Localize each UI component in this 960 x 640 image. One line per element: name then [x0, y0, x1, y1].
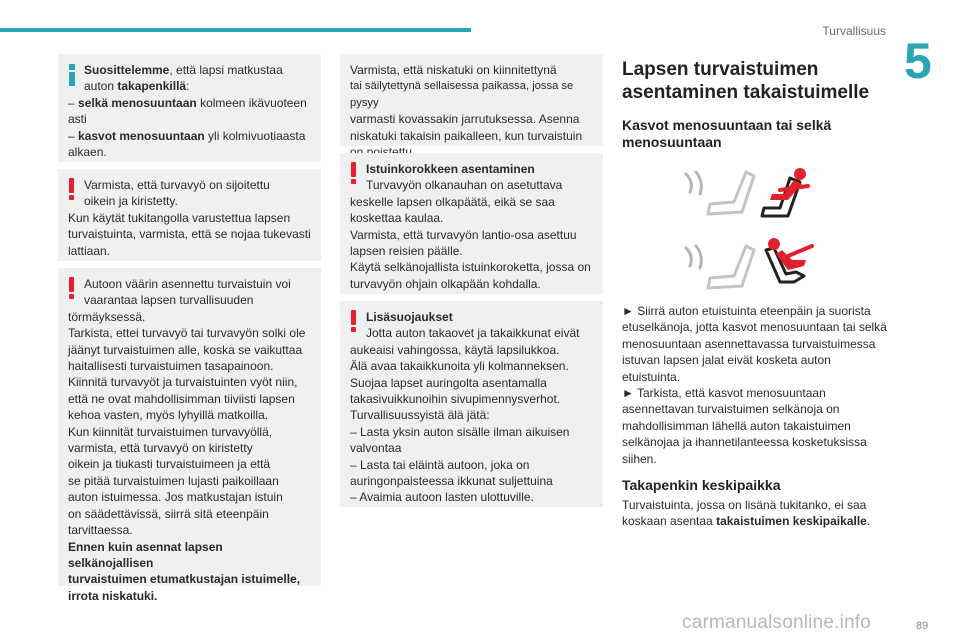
headrest-box: Varmista, että niskatuki on kiinnitettynä tai säilytettynä sellaisessa paikassa, jossa se pysyy varmasti kovassakin jarrutuksessa. Asenna niskatuki takaisin paikalleen, kun turvaistuin: [340, 54, 603, 146]
page-number: 89: [916, 620, 929, 632]
warning-box-installation: Autoon väärin asennettu turvaistuin voi vaarantaa lapsen turvallisuuden törmäyksessä. Tarkista, ettei turvavyö tai turvavyön solki ole jäänyt turvaistuimen alle, koska se vaikuttaa haitallisesti turvaistuimen tasapainoon. Kiinnitä turvavyöt ja turvaistuinten vyöt niin, että ne ovat mahdollisimman tiiviisti lapsen kehoa vasten, myös lyhyillä matkoilla. Kun kiinnität turvaistuimen turvavyöllä, varmista, että turvavyö on kiristetty oikein ja tiukasti turvaistuimeen ja että se pitää turvaistuimen lujasti paikoillaan auton istuimessa. Jos matkustajan istuin on säädettävissä, siirrä sitä eteenpäin tarvittaessa. Ennen kuin asennat lapsen selkänojallisen turvaistuimen etumatkustajan istuimelle, irrota niskatuki.: [58, 268, 321, 586]
warning-box-booster: Istuinkorokkeen asentaminen Turvavyön olkanauhan on asetuttava keskelle lapsen olkapäätä, eikä se saa koskettaa kaulaa. Varmista, että turvavyön lantio-osa asettuu lapsen reisien päälle. Käytä selkänojallista istuinkoroketta, jossa on turvavyön ohjain olkapään kohdalla.: [340, 153, 603, 294]
warning-icon: [66, 178, 78, 200]
warning-box-seatbelt: Varmista, että turvavyö on sijoitettu oikein ja kiristetty. Kun käytät tukitangolla varustettua lapsen turvaistuinta, varmista, että se nojaa tukevasti lattiaan.: [58, 169, 321, 261]
warning-icon: [66, 277, 78, 299]
center-seat-paragraph: Turvaistuinta, jossa on lisänä tukitanko, ei saa koskaan asentaa takaistuimen keskipaikalle.: [622, 498, 871, 529]
section-title: Turvallisuus: [822, 24, 886, 38]
chapter-number: 5: [904, 33, 932, 89]
rear-facing-seat-illustration: [676, 236, 836, 300]
forward-facing-seat-illustration: [676, 164, 836, 224]
info-icon: [69, 64, 75, 86]
info-box-recommendation: Suosittelemme, että lapsi matkustaa auton takapenkillä: – selkä menosuuntaan kolmeen ikävuoteen asti – kasvot menosuuntaan yli kolmivuotiaasta alkaen.: [58, 54, 321, 162]
warning-box-additional: Lisäsuojaukset Jotta auton takaovet ja takaikkunat eivät aukeaisi vahingossa, käytä lapsilukkoa. Älä avaa takaikkunoita yli kolmanneksen. Suojaa lapset auringolta asentamalla takasivuikkunoihin sivupimennysverhot. Turvallisuussyistä älä jätä: – Lasta yksin auton sisälle ilman aikuisen valvontaa – Lasta tai eläintä autoon, joka on auringonpaisteessa ikkunat suljettuina – Avaimia autoon lasten ulottuville.: [340, 301, 603, 507]
warning-icon: [348, 162, 360, 184]
subheading-center-seat: Takapenkin keskipaikka: [622, 477, 781, 493]
subheading-orientation: Kasvot menosuuntaan tai selkä menosuuntaan: [622, 117, 832, 150]
instructions-paragraph: ► Siirrä auton etuistuinta eteenpäin ja suorista etuselkänoja, jotta kasvot menosuuntaan tai selkä menosuuntaan asennettavassa turvaistuimessa istuvan lapsen jalat eivät kosketa auton etuistuinta. ► Tarkista, että kasvot menosuuntaan asennettavan turvaistuimen selkänoja on mahdollisimman lähellä auton takaistuimen selkänojaa ja ihannetilanteessa kosketuksissa siihen.: [622, 304, 887, 466]
warning-icon: [348, 310, 360, 332]
header-accent-bar: [0, 28, 471, 32]
watermark: carmanualsonline.info: [682, 612, 872, 633]
page-title: Lapsen turvaistuimen asentaminen takaistuimelle: [622, 59, 870, 103]
